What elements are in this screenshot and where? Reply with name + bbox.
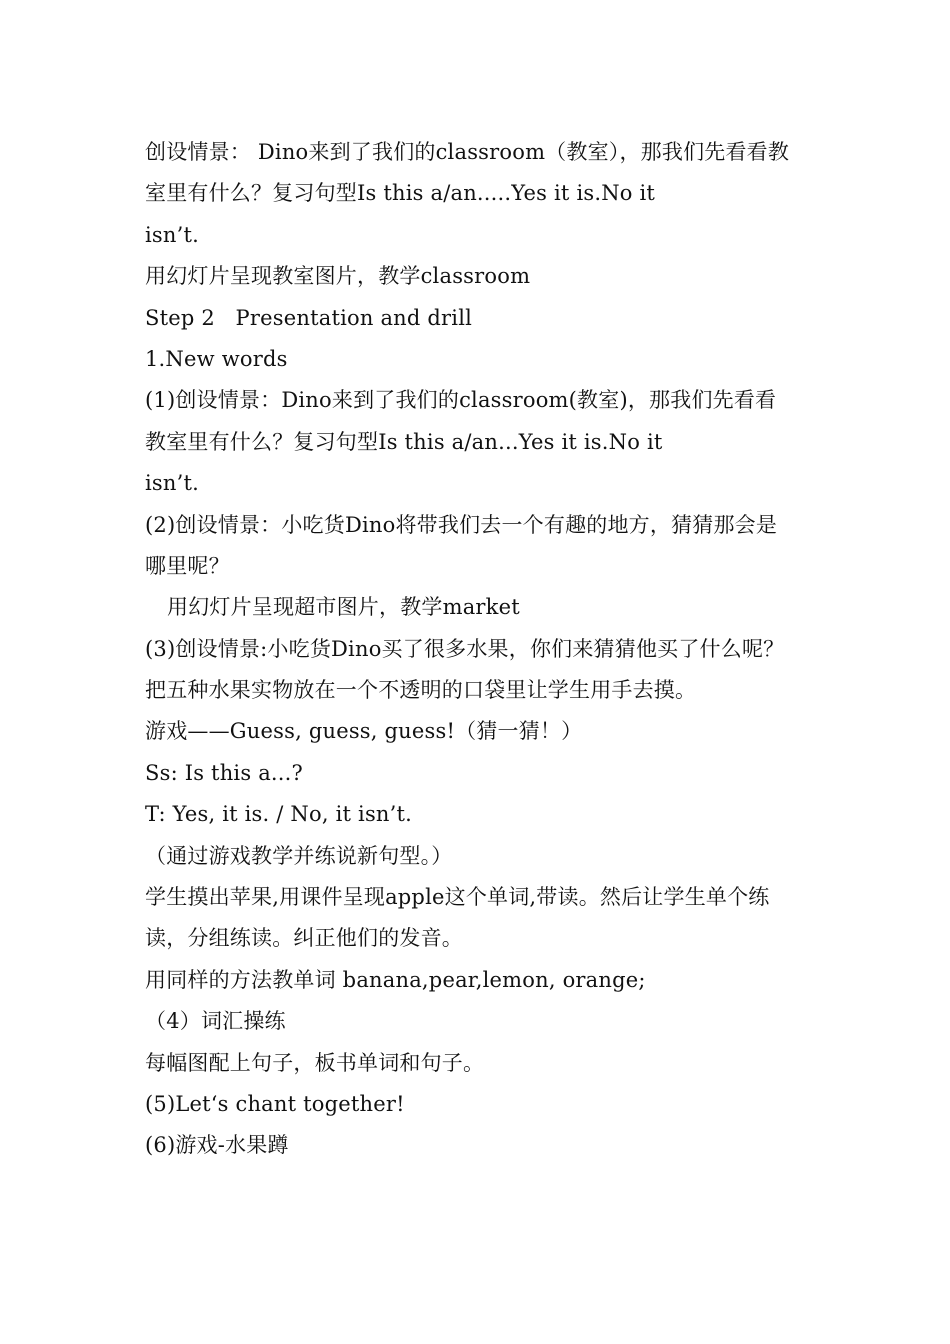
text-line: 把五种水果实物放在一个不透明的口袋里让学生用手去摸。 [145,678,697,703]
text-line: （通过游戏教学并练说新句型。） [145,843,453,868]
text-line: isn’t. [145,222,200,247]
text-line: 创设情景： Dino来到了我们的classroom（教室），那我们先看看教 [145,140,790,164]
text-line: (1)创设情景：Dino来到了我们的classroom(教室)，那我们先看看 [145,388,777,413]
text-line: (2)创设情景：小吃货Dino将带我们去一个有趣的地方，猜猜那会是 [145,512,778,537]
text-line: 读，分组练读。纠正他们的发音。 [145,926,463,951]
step-heading: Step 2 Presentation and drill [145,305,473,330]
text-line: (3)创设情景:小吃货Dino买了很多水果，你们来猜猜他买了什么呢？ [145,636,785,661]
text-line: (6)游戏-水果蹲 [145,1133,289,1158]
text-line: 学生摸出苹果,用课件呈现apple这个单词,带读。然后让学生单个练 [145,885,770,910]
text-line: （4）词汇操练 [145,1009,286,1034]
text-line: 用同样的方法教单词 banana,pear,lemon, orange; [145,967,646,992]
text-line: 用幻灯片呈现超市图片，教学market [167,595,520,620]
text-line: 哪里呢？ [145,553,230,578]
text-line: 每幅图配上句子，板书单词和句子。 [145,1050,485,1075]
text-line: T: Yes, it is. / No, it isn’t. [145,802,413,827]
text-line: 教室里有什么？复习句型Is this a/an...Yes it is.No it [145,429,663,454]
text-line: isn’t. [145,471,200,496]
section-heading: 1.New words [145,346,288,371]
text-line: 室里有什么？复习句型Is this a/an.....Yes it is.No it [145,181,656,206]
text-line: (5)Let‘s chant together! [145,1091,405,1116]
text-line: Ss: Is this a...? [145,760,303,785]
text-line: 游戏——Guess, guess, guess!（猜一猜！） [145,719,583,744]
text-line: 用幻灯片呈现教室图片，教学classroom [145,264,531,289]
document-body [145,132,825,1167]
